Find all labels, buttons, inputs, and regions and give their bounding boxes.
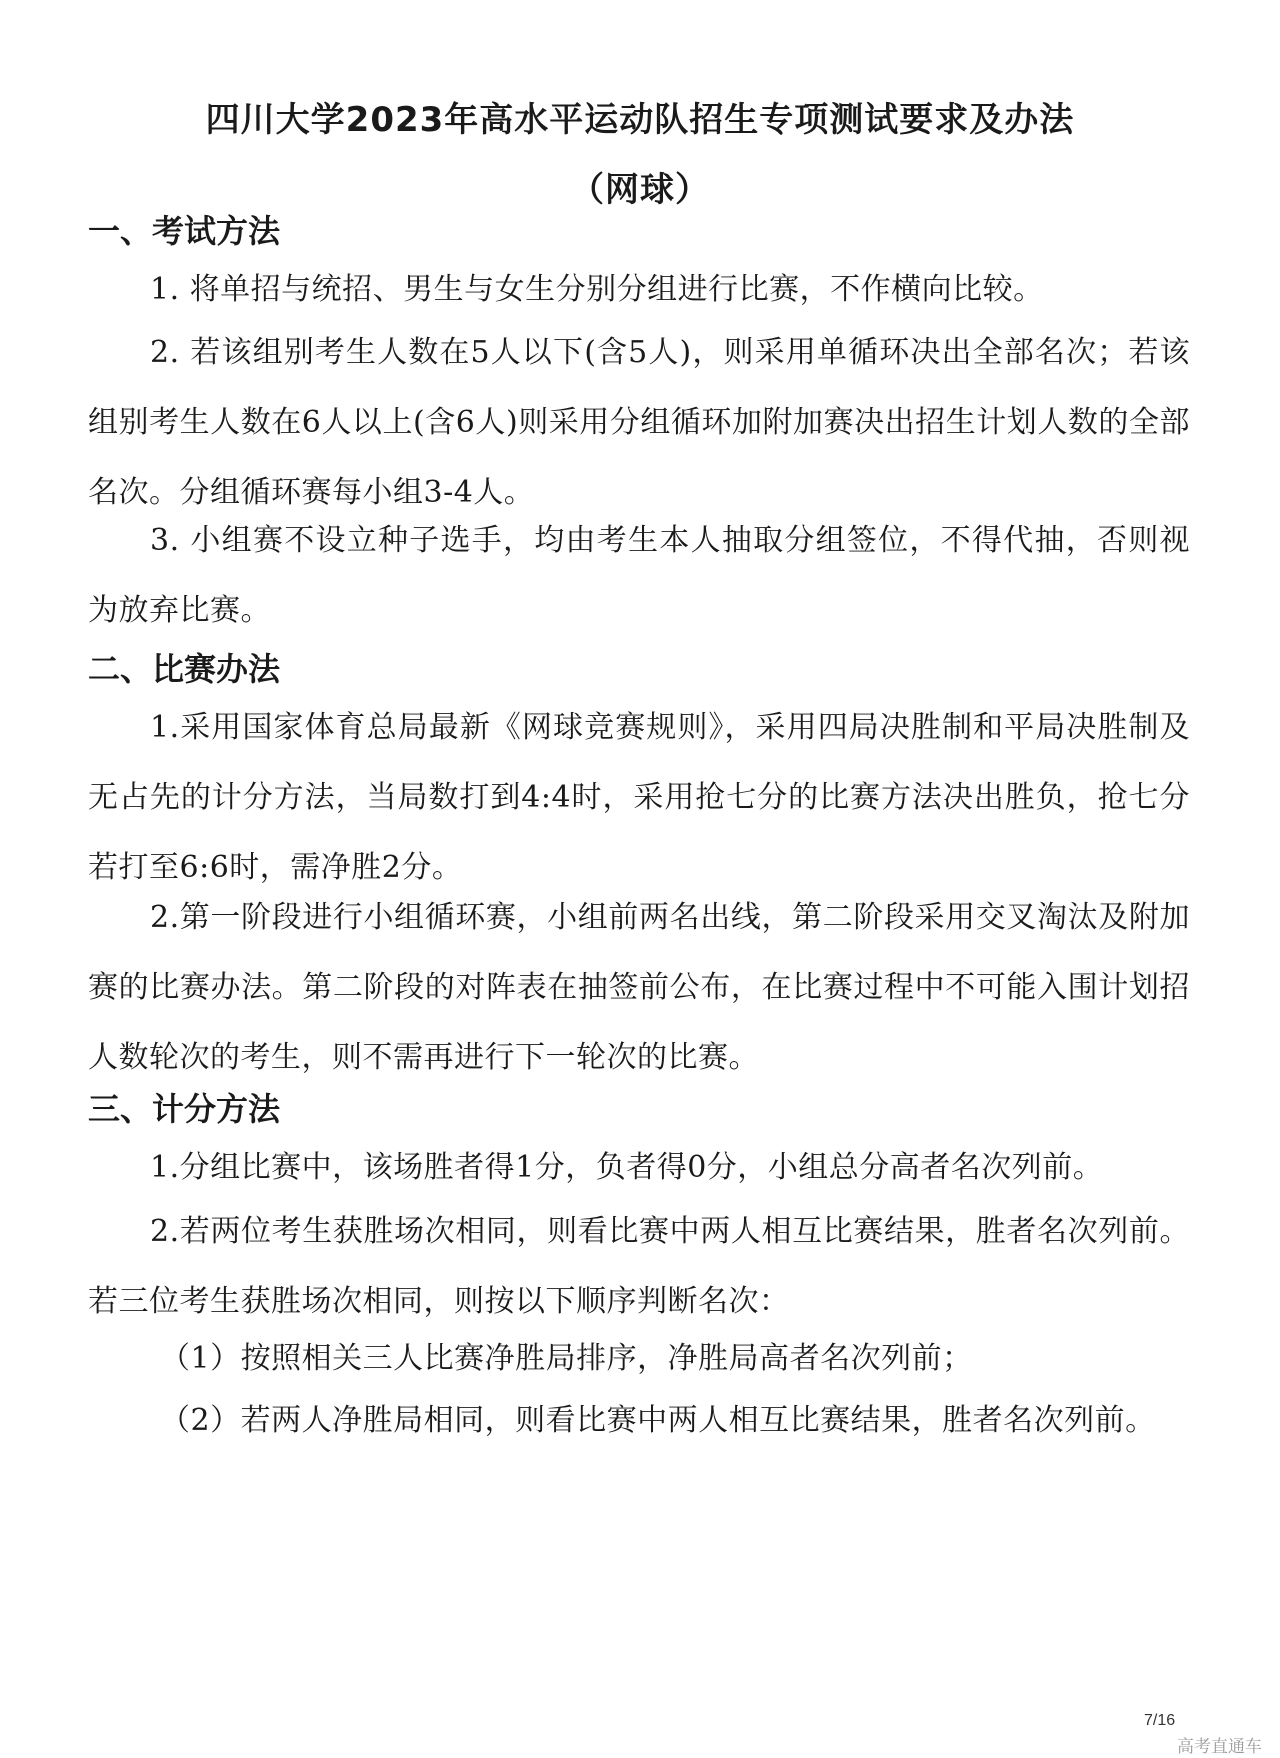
paragraph: 3. 小组赛不设立种子选手，均由考生本人抽取分组签位，不得代抽，否则视为放弃比赛。 — [88, 523, 1190, 628]
paragraph: 1. 将单招与统招、男生与女生分别分组进行比赛，不作横向比较。 — [150, 272, 1044, 307]
paragraph: 1.采用国家体育总局最新《网球竞赛规则》，采用四局决胜制和平局决胜制及无占先的计分方法，当局数打到4:4时，采用抢七分的比赛方法决出胜负，抢七分若打至6:6时，需净胜2分。 — [88, 710, 1190, 885]
page-title: 四川大学2023年高水平运动队招生专项测试要求及办法 — [205, 100, 1075, 140]
paragraph: 2.第一阶段进行小组循环赛，小组前两名出线，第二阶段采用交叉淘汰及附加赛的比赛办法。第二阶段的对阵表在抽签前公布，在比赛过程中不可能入围计划招人数轮次的考生，则不需再进行下一轮次的比赛。 — [88, 900, 1190, 1075]
section-heading-match-method: 二、比赛办法 — [88, 650, 281, 688]
paragraph: （2）若两人净胜局相同，则看比赛中两人相互比赛结果，胜者名次列前。 — [160, 1403, 1156, 1438]
paragraph: 2.若两位考生获胜场次相同，则看比赛中两人相互比赛结果，胜者名次列前。若三位考生获胜场次相同，则按以下顺序判断名次： — [88, 1214, 1190, 1319]
page-subtitle: （网球） — [570, 170, 710, 210]
paragraph: （1）按照相关三人比赛净胜局排序，净胜局高者名次列前； — [160, 1341, 973, 1376]
paragraph: 2. 若该组别考生人数在5人以下(含5人)，则采用单循环决出全部名次；若该组别考生人数在6人以上(含6人)则采用分组循环加附加赛决出招生计划人数的全部名次。分组循环赛每小组3-4人。 — [88, 335, 1190, 510]
paragraph: 1.分组比赛中，该场胜者得1分，负者得0分，小组总分高者名次列前。 — [150, 1150, 1104, 1185]
section-heading-scoring-method: 三、计分方法 — [88, 1090, 281, 1128]
watermark: 高考直通车 — [1177, 1737, 1262, 1757]
page-number: 7/16 — [1144, 1712, 1176, 1729]
section-heading-exam-method: 一、考试方法 — [88, 212, 281, 250]
